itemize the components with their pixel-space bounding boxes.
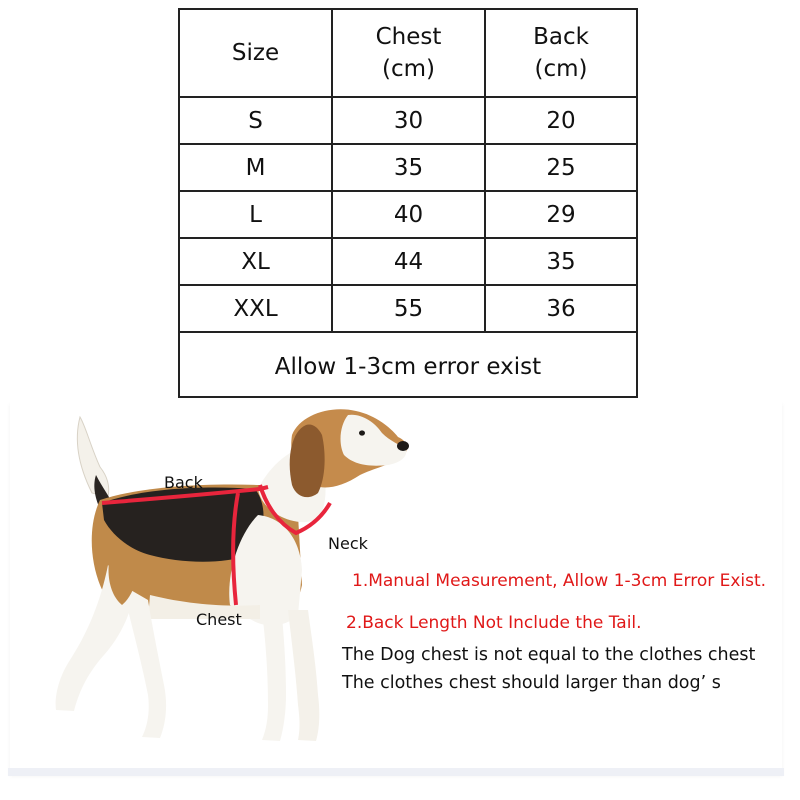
table-row (180, 286, 636, 333)
header-back: Back (cm) (533, 24, 589, 82)
cell-back: 35 (546, 248, 576, 275)
cell-back: 25 (546, 154, 576, 181)
cell-back: 29 (546, 201, 576, 228)
cell-chest: 35 (333, 145, 486, 190)
note-back-length: 2.Back Length Not Include the Tail. (346, 613, 642, 633)
size-chart-table (178, 8, 638, 398)
note-chest-larger: The clothes chest should larger than dog’ s (342, 673, 721, 693)
cell-size: M (180, 145, 333, 190)
cell-chest: 55 (333, 286, 486, 331)
table-footer-row (180, 333, 636, 401)
cell-chest: 44 (333, 239, 486, 284)
note-measurement-error: 1.Manual Measurement, Allow 1-3cm Error Exist. (352, 571, 767, 591)
label-back: Back (164, 473, 203, 492)
table-row (180, 98, 636, 145)
table-header-row (180, 10, 636, 98)
cell-chest: 40 (333, 192, 486, 237)
label-chest: Chest (196, 610, 242, 629)
cell-back: 36 (546, 295, 576, 322)
error-tolerance-note: Allow 1-3cm error exist (274, 354, 542, 380)
cell-size: L (180, 192, 333, 237)
cell-size: S (180, 98, 333, 143)
table-row (180, 239, 636, 286)
label-neck: Neck (328, 534, 368, 553)
cell-size: XL (180, 239, 333, 284)
cell-size: XXL (180, 286, 333, 331)
note-chest-difference: The Dog chest is not equal to the clothes chest (342, 645, 756, 665)
table-row (180, 192, 636, 239)
header-chest: Chest (cm) (333, 10, 486, 96)
table-row (180, 145, 636, 192)
header-size: Size (180, 10, 333, 96)
cell-back: 20 (546, 107, 576, 134)
panel-bottom-edge (8, 768, 784, 776)
cell-chest: 30 (333, 98, 486, 143)
